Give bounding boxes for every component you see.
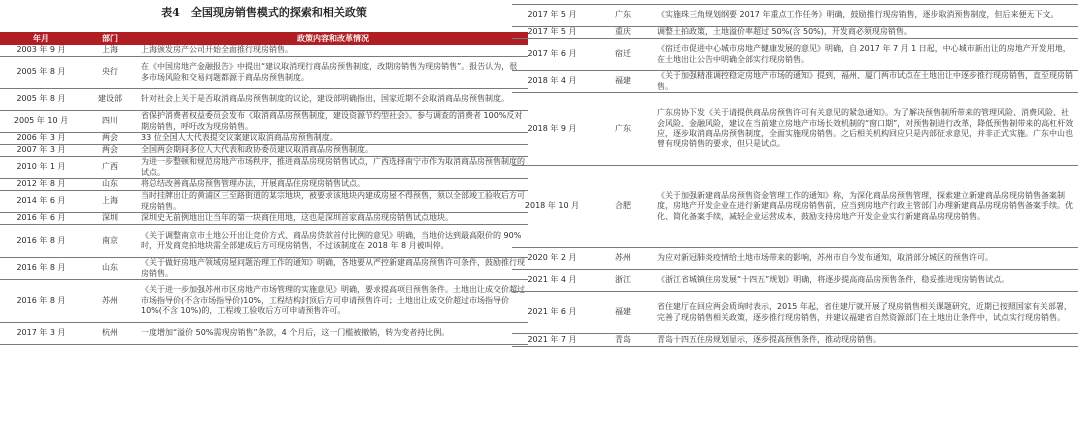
- table-row: [512, 248, 1078, 270]
- row-time: 2007 年 3 月: [0, 145, 82, 157]
- table-row: [0, 191, 528, 213]
- row-content: 《关于进一步加强苏州市区房地产市场管理的实施意见》明确，要求提高项目预售条件。土地出让成交价超过市场指导价(不含市场指导价)10%，工程结构封顶后方可申请预售许可；土地出让成交价超过市场指导价 10%(不含 10%)的，工程竣工验收后方可申请预售许可。: [138, 280, 528, 323]
- row-content: 当时挂牌出让的黄浦区三至路街道的某宗地块，被要求该地块内建成房屋不得预售，须以全部竣工验收后方可现房销售。: [138, 191, 528, 213]
- row-time: 2018 年 9 月: [512, 93, 592, 166]
- row-time: 2017 年 5 月: [512, 5, 592, 27]
- table-row: [512, 27, 1078, 39]
- table-header-row: [0, 32, 528, 45]
- row-content: 上海颁发房产公司开始全面推行现房销售。: [138, 45, 528, 57]
- row-time: 2021 年 4 月: [512, 270, 592, 292]
- left-table-panel: [0, 0, 528, 345]
- row-content: 《实施珠三角规划纲要 2017 年重点工作任务》明确，鼓励推行现房销售，逐步取消预售制度，但后来便无下文。: [654, 5, 1078, 27]
- table-row: [512, 270, 1078, 292]
- table-row: [512, 166, 1078, 248]
- table-row: [0, 111, 528, 133]
- row-time: 2003 年 9 月: [0, 45, 82, 57]
- row-time: 2017 年 3 月: [0, 323, 82, 345]
- row-content: 省保护消费者权益委员会发布《取消商品房预售制度，建设资源节约型社会》。参与调查的消费者 100%反对期房销售，呼吁改为现房销售。: [138, 111, 528, 133]
- row-time: 2014 年 6 月: [0, 191, 82, 213]
- row-content: 一度增加“溢价 50%需现房销售”条款，4 个月后，这一门槛被撤销，转为变者持比例。: [138, 323, 528, 345]
- row-dept: 苏州: [82, 280, 138, 323]
- row-content: 为进一步整顿和规范房地产市场秩序，推进商品房现房销售试点，广西选择南宁市作为取消商品房预售制度的试点。: [138, 157, 528, 179]
- table-row: [512, 71, 1078, 93]
- table-row: [0, 280, 528, 323]
- row-dept: 浙江: [592, 270, 654, 292]
- row-dept: 青岛: [592, 334, 654, 347]
- table-row: [0, 225, 528, 258]
- row-time: 2005 年 8 月: [0, 89, 82, 111]
- row-dept: 上海: [82, 191, 138, 213]
- table-body-right: [512, 5, 1078, 347]
- row-time: 2012 年 8 月: [0, 179, 82, 191]
- right-table-panel: [512, 0, 1078, 347]
- row-dept: 山东: [82, 179, 138, 191]
- row-content: 广东房协下发《关于请提供商品房预售许可有关意见的紧急通知》。为了解决预售制所带来的管理风险、消费风险、社会风险、金融风险，建议在当前建立房地产市场长效机制的“窗口期”，对预售制进行改革，降低预售制带来的高杠杆效应，逐步取消商品房预售制度，全面实施现房销售。之后相关机构回应只是内部征求意见，并非正式实施。广东中山也曾有现房销售的要求，但只是试点。: [654, 93, 1078, 166]
- row-time: 2018 年 4 月: [512, 71, 592, 93]
- row-time: 2016 年 6 月: [0, 213, 82, 225]
- table-row: [0, 157, 528, 179]
- row-time: 2017 年 6 月: [512, 39, 592, 71]
- row-content: 全国两会期间多位人大代表和政协委员建议取消商品房预售制度。: [138, 145, 528, 157]
- table-row: [0, 89, 528, 111]
- row-dept: 央行: [82, 57, 138, 89]
- row-dept: 福建: [592, 292, 654, 334]
- table-row: [0, 57, 528, 89]
- row-time: 2010 年 1 月: [0, 157, 82, 179]
- header-content: 政策内容和改革情况: [138, 32, 528, 45]
- row-dept: 南京: [82, 225, 138, 258]
- table-row: [0, 179, 528, 191]
- row-time: 2021 年 6 月: [512, 292, 592, 334]
- table-row: [0, 213, 528, 225]
- row-dept: 杭州: [82, 323, 138, 345]
- row-dept: 福建: [592, 71, 654, 93]
- policy-table-left: [0, 32, 528, 345]
- row-time: 2016 年 8 月: [0, 280, 82, 323]
- table-row: [512, 292, 1078, 334]
- table-row: [0, 323, 528, 345]
- table-title: 表4 全国现房销售模式的探索和相关政策: [161, 6, 367, 19]
- table-row: [512, 93, 1078, 166]
- row-content: 《关于做好房地产领域房屋问题治理工作的通知》明确，各地要从严控新建商品房预售许可条件，鼓励推行现房销售。: [138, 258, 528, 280]
- row-time: 2005 年 8 月: [0, 57, 82, 89]
- row-dept: 深圳: [82, 213, 138, 225]
- row-content: 《关于加强精准调控稳定房地产市场的通知》提到，福州、厦门两市试点在土地出让中逐步推行现房销售，直至现房销售。: [654, 71, 1078, 93]
- row-content: 青岛十四五住房规划显示，逐步提高预售条件，推动现房销售。: [654, 334, 1078, 347]
- row-dept: 广东: [592, 93, 654, 166]
- row-dept: 上海: [82, 45, 138, 57]
- row-dept: 宿迁: [592, 39, 654, 71]
- row-content: 《关于调整南京市土地公开出让竞价方式、商品房贷款首付比例的意见》明确，当地价达到最高限价的 90%时，开发商竞拍地块需全部建成后方可现房销售，不过该制度在 2018 年 8 月被叫停。: [138, 225, 528, 258]
- row-content: 《浙江省城镇住房发展“十四五”规划》明确，将逐步提高商品房预售条件，稳妥推进现房销售试点。: [654, 270, 1078, 292]
- table-row: [512, 334, 1078, 347]
- row-content: 省住建厅在回应两会质询时表示，2015 年起，省住建厅就开展了现房销售相关课题研究，近期已按照国家有关部署，完善了现房销售相关政策，逐步推行现房销售，并建议福建省自然资源部门在土地出让条件中，试点实行现房销售。: [654, 292, 1078, 334]
- row-content: 33 位全国人大代表提交议案建议取消商品房预售制度。: [138, 133, 528, 145]
- row-dept: 合肥: [592, 166, 654, 248]
- table-body-left: [0, 45, 528, 345]
- row-dept: 四川: [82, 111, 138, 133]
- row-time: 2017 年 5 月: [512, 27, 592, 39]
- row-dept: 重庆: [592, 27, 654, 39]
- header-time: 年月: [0, 32, 82, 45]
- table-row: [0, 45, 528, 57]
- table-row: [0, 145, 528, 157]
- row-dept: 两会: [82, 133, 138, 145]
- table-row: [512, 39, 1078, 71]
- row-time: 2020 年 2 月: [512, 248, 592, 270]
- row-dept: 两会: [82, 145, 138, 157]
- row-content: 《宿迁市促进中心城市房地产健康发展的意见》明确，自 2017 年 7 月 1 日起，中心城市新出让的房地产开发用地，在土地出让公告中明确全部实行现房销售。: [654, 39, 1078, 71]
- row-dept: 山东: [82, 258, 138, 280]
- row-content: 针对社会上关于是否取消商品房预售制度的议论，建设部明确指出，国家近期不会取消商品房预售制度。: [138, 89, 528, 111]
- row-time: 2018 年 10 月: [512, 166, 592, 248]
- row-content: 在《中国房地产金融报告》中提出“建议取消现行商品房预售制度，改期房销售为现房销售”。报告认为，很多市场风险和交易问题都源于商品房预售制度。: [138, 57, 528, 89]
- row-content: 《关于加强新建商品房预售资金管理工作的通知》称，为深化商品房预售管理，探索建立新建商品房现房销售备案制度，房地产开发企业在进行新建商品房现房销售前，应当到房地产行政主管部门办理新建商品房现房销售备案手续。优化、简化备案手续，减轻企业运营成本，鼓励支持房地产开发企业实行新建商品房现房销售。: [654, 166, 1078, 248]
- row-time: 2016 年 8 月: [0, 225, 82, 258]
- row-time: 2021 年 7 月: [512, 334, 592, 347]
- row-content: 深圳史无前例地出让当年的第一块商住用地，这也是深圳首家商品房现房销售试点地块。: [138, 213, 528, 225]
- row-dept: 广西: [82, 157, 138, 179]
- row-dept: 广东: [592, 5, 654, 27]
- row-time: 2005 年 10 月: [0, 111, 82, 133]
- row-dept: 苏州: [592, 248, 654, 270]
- row-content: 将总结改善商品房预售管理办法，开展商品住房现房销售试点。: [138, 179, 528, 191]
- policy-table-right: [512, 4, 1078, 347]
- row-time: 2016 年 8 月: [0, 258, 82, 280]
- table-row: [0, 133, 528, 145]
- table-row: [512, 5, 1078, 27]
- table-row: [0, 258, 528, 280]
- row-time: 2006 年 3 月: [0, 133, 82, 145]
- row-content: 为应对新冠肺炎疫情给土地市场带来的影响，苏州市自今发布通知，取消部分城区的预售许可。: [654, 248, 1078, 270]
- row-content: 调整土拍政策，土地溢价率超过 50%(含 50%)，开发商必须现房销售。: [654, 27, 1078, 39]
- row-dept: 建设部: [82, 89, 138, 111]
- header-dept: 部门: [82, 32, 138, 45]
